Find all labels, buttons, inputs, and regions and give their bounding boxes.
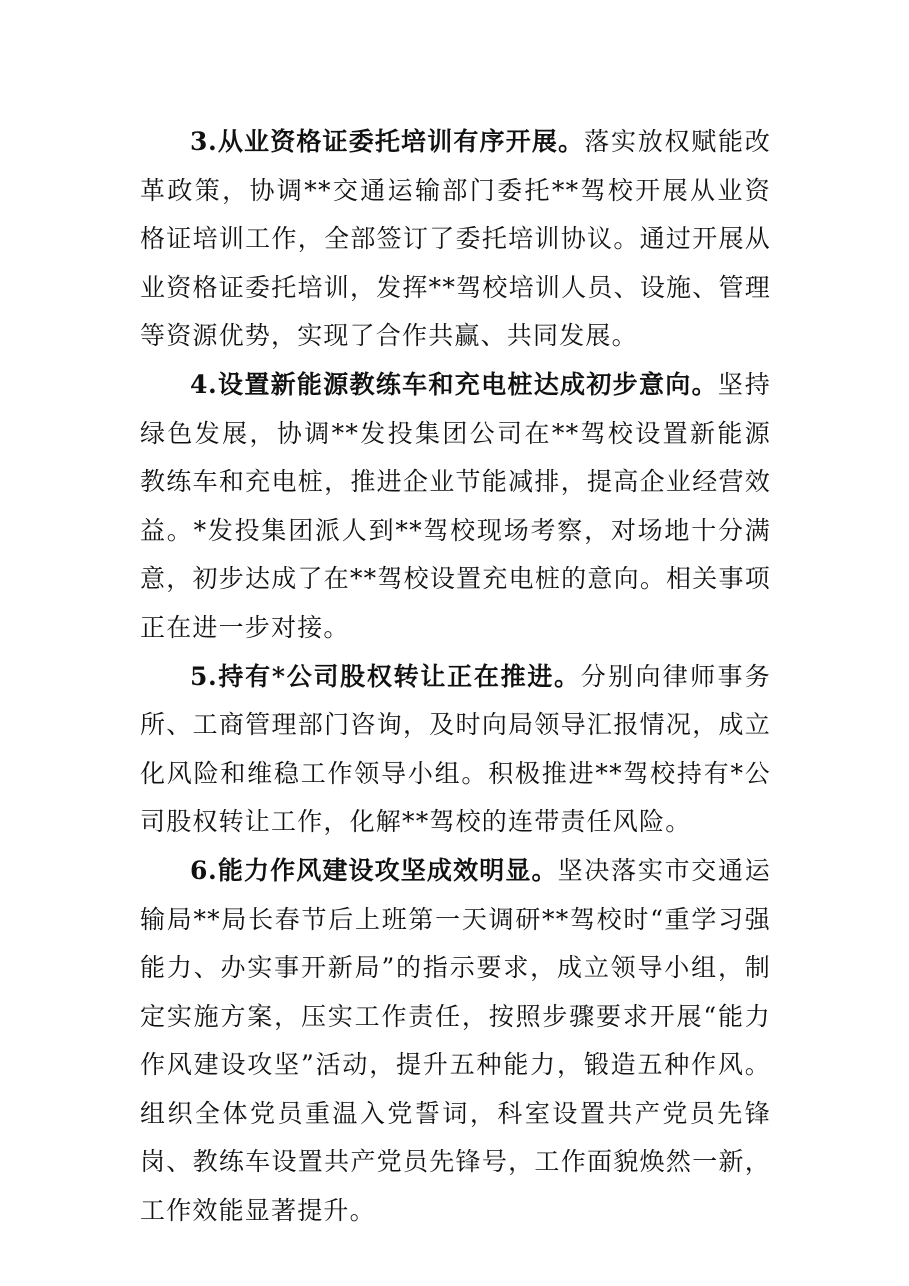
paragraph-new-energy — [140, 361, 771, 653]
paragraph-equity-transfer — [140, 653, 771, 847]
paragraph-body: 分别向律师事务所、工商管理部门咨询，及时向局领导汇报情况，成立化风险和维稳工作领导小组。积极推进**驾校持有*公司股权转让工作，化解**驾校的连带责任风险。 — [140, 661, 772, 837]
paragraph-heading: 5.持有*公司股权转让正在推进。 — [190, 661, 581, 691]
paragraph-heading: 4.设置新能源教练车和充电桩达成初步意向。 — [190, 369, 718, 399]
paragraph-capability-style — [140, 847, 771, 1236]
paragraph-body: 坚持绿色发展，协调**发投集团公司在**驾校设置新能源教练车和充电桩，推进企业节能减排，提高企业经营效益。*发投集团派人到**驾校现场考察，对场地十分满意，初步达成了在**驾校设置充电桩的意向。相关事项正在进一步对接。 — [140, 369, 771, 642]
paragraph-heading: 3.从业资格证委托培训有序开展。 — [190, 127, 585, 156]
paragraph-body: 坚决落实市交通运输局**局长春节后上班第一天调研**驾校时“重学习强能力、办实事开新局”的指示要求，成立领导小组，制定实施方案，压实工作责任，按照步骤要求开展“能力作风建设攻坚”活动，提升五种能力，锻造五种作风。组织全体党员重温入党誓词，科室设置共产党员先锋岗、教练车设置共产党员先锋号，工作面貌焕然一新，工作效能显著提升。 — [140, 855, 771, 1226]
paragraph-heading: 6.能力作风建设攻坚成效明显。 — [190, 855, 558, 885]
paragraph-training — [140, 118, 771, 361]
paragraph-body: 落实放权赋能改革政策，协调**交通运输部门委托**驾校开展从业资格证培训工作，全部签订了委托培训协议。通过开展从业资格证委托培训，发挥**驾校培训人员、设施、管理等资源优势，实现了合作共赢、共同发展。 — [140, 127, 772, 351]
